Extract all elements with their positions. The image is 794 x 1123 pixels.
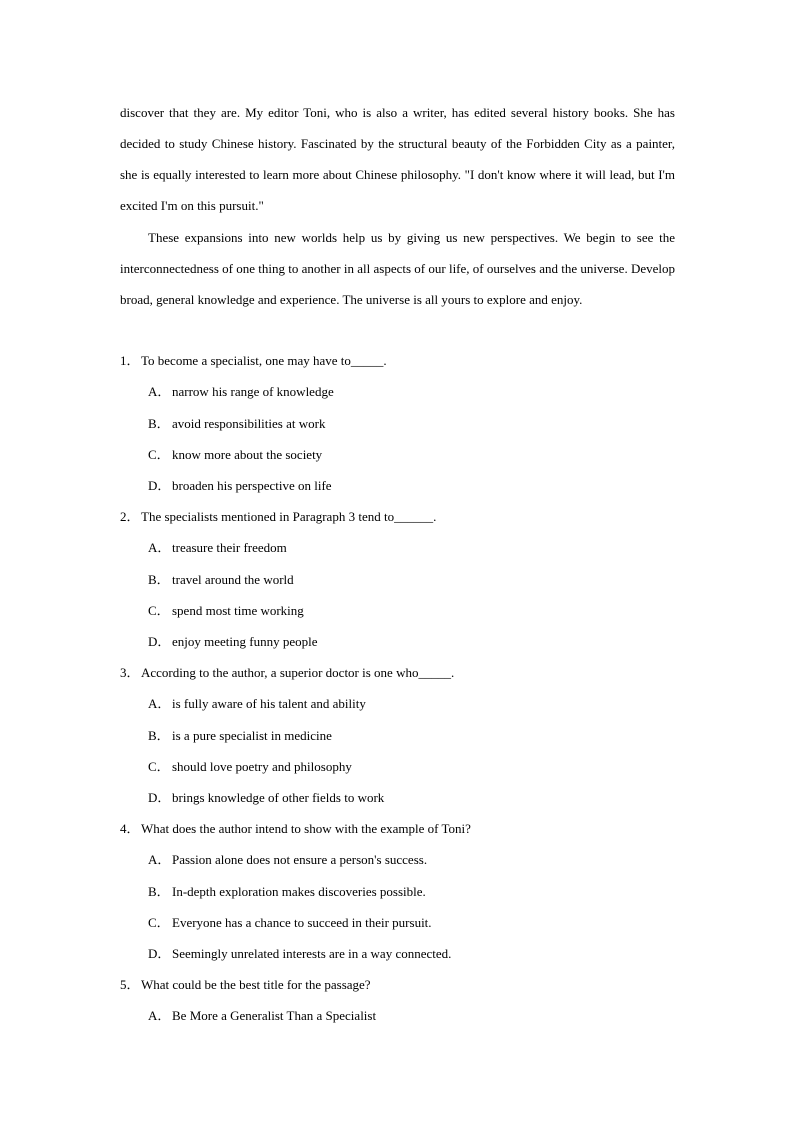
answer-option	[148, 757, 352, 777]
option-text: treasure their freedom	[172, 540, 287, 555]
answer-option	[148, 850, 427, 870]
answer-option	[148, 788, 384, 808]
question-number: 5．	[120, 977, 140, 992]
passage-paragraph: These expansions into new worlds help us by giving us new perspectives. We begin to see the interconnectedness of one thing to another in all aspects of our life, of ourselves and the universe. Develop broad, general knowledge and experience. The universe is all yours to explore and enjoy.	[120, 229, 675, 307]
option-text: Everyone has a chance to succeed in their pursuit.	[172, 915, 432, 930]
option-text: enjoy meeting funny people	[172, 634, 318, 649]
question-number: 1．	[120, 353, 140, 368]
option-letter: B．	[148, 884, 170, 899]
option-text: avoid responsibilities at work	[172, 416, 326, 431]
answer-option	[148, 414, 325, 434]
option-letter: B．	[148, 416, 170, 431]
answer-option	[148, 632, 318, 652]
option-text: broaden his perspective on life	[172, 478, 332, 493]
option-text: brings knowledge of other fields to work	[172, 790, 385, 805]
option-text: spend most time working	[172, 603, 304, 618]
answer-option	[148, 570, 294, 590]
option-text: travel around the world	[172, 572, 294, 587]
option-text: Seemingly unrelated interests are in a way connected.	[172, 946, 452, 961]
question-text: What could be the best title for the passage?	[141, 977, 371, 992]
answer-option	[148, 1006, 376, 1026]
answer-option	[148, 382, 334, 402]
answer-option	[148, 913, 432, 933]
answer-option	[148, 445, 322, 465]
answer-option	[148, 694, 366, 714]
option-letter: C．	[148, 759, 170, 774]
option-letter: A．	[148, 852, 171, 867]
question-number: 3．	[120, 665, 140, 680]
passage-paragraph: discover that they are. My editor Toni, who is also a writer, has edited several history books. She has decided to study Chinese history. Fascinated by the structural beauty of the Forbidden City as a painter, she is equally interested to learn more about Chinese philosophy. "I don't know where it will lead, but I'm excited I'm on this pursuit."	[120, 104, 675, 214]
question-number: 4．	[120, 821, 140, 836]
answer-option	[148, 476, 332, 496]
question-stem	[120, 351, 387, 371]
answer-option	[148, 944, 451, 964]
answer-option	[148, 726, 332, 746]
option-letter: D．	[148, 634, 171, 649]
option-text: is fully aware of his talent and ability	[172, 696, 366, 711]
option-letter: C．	[148, 915, 170, 930]
question-text: To become a specialist, one may have to_____.	[141, 353, 387, 368]
option-text: is a pure specialist in medicine	[172, 728, 332, 743]
option-text: know more about the society	[172, 447, 323, 462]
option-letter: A．	[148, 1008, 171, 1023]
question-stem	[120, 819, 471, 839]
option-letter: C．	[148, 447, 170, 462]
option-letter: D．	[148, 478, 171, 493]
option-letter: A．	[148, 384, 171, 399]
question-text: The specialists mentioned in Paragraph 3 tend to______.	[141, 509, 437, 524]
question-stem	[120, 975, 371, 995]
option-text: should love poetry and philosophy	[172, 759, 352, 774]
option-letter: B．	[148, 728, 170, 743]
answer-option	[148, 601, 304, 621]
option-text: Be More a Generalist Than a Specialist	[172, 1008, 377, 1023]
option-letter: B．	[148, 572, 170, 587]
option-letter: D．	[148, 946, 171, 961]
option-letter: C．	[148, 603, 170, 618]
question-number: 2．	[120, 509, 140, 524]
question-text: According to the author, a superior doctor is one who_____.	[141, 665, 455, 680]
option-letter: D．	[148, 790, 171, 805]
option-text: Passion alone does not ensure a person's success.	[172, 852, 428, 867]
option-text: In-depth exploration makes discoveries possible.	[172, 884, 426, 899]
answer-option	[148, 882, 426, 902]
question-stem	[120, 507, 436, 527]
option-text: narrow his range of knowledge	[172, 384, 334, 399]
answer-option	[148, 538, 287, 558]
question-text: What does the author intend to show with the example of Toni?	[141, 821, 471, 836]
question-stem	[120, 663, 454, 683]
option-letter: A．	[148, 540, 171, 555]
option-letter: A．	[148, 696, 171, 711]
